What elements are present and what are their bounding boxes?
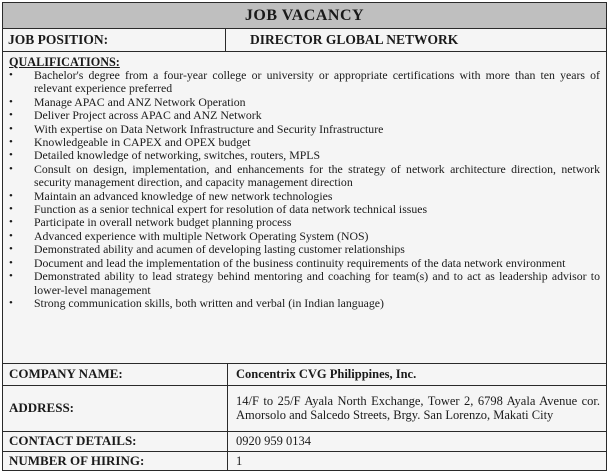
contact-details-label: CONTACT DETAILS: <box>3 431 228 451</box>
qualification-item: • Function as a senior technical expert for resolution of data network technical issues <box>9 203 600 216</box>
address-value: 14/F to 25/F Ayala North Exchange, Tower 2, 6798 Ayala Avenue cor. Amorsolo and Salcedo Streets, Brgy. San Lorenzo, Makati City <box>228 385 607 431</box>
company-name-label: COMPANY NAME: <box>3 364 228 385</box>
contact-row <box>3 431 606 451</box>
qualification-item: • Manage APAC and ANZ Network Operation <box>9 96 600 109</box>
qualification-item: • Participate in overall network budget planning process <box>9 216 600 229</box>
qualification-item: • With expertise on Data Network Infrastructure and Security Infrastructure <box>9 123 600 136</box>
qualification-item: • Advanced experience with multiple Network Operating System (NOS) <box>9 230 600 243</box>
hiring-row <box>3 451 606 471</box>
company-name-value: Concentrix CVG Philippines, Inc. <box>228 364 607 385</box>
qualification-item: • Deliver Project across APAC and ANZ Network <box>9 109 600 122</box>
qualification-item: • Consult on design, implementation, and enhancements for the strategy of network architecture direction, network security management direction, and capacity management direction <box>9 163 600 190</box>
job-vacancy-sheet <box>2 2 607 471</box>
number-of-hiring-value: 1 <box>236 453 243 468</box>
qualifications-heading: QUALIFICATIONS: <box>9 55 120 69</box>
address-row <box>3 385 606 431</box>
job-position-label: JOB POSITION: <box>3 29 226 51</box>
job-position-value: DIRECTOR GLOBAL NETWORK <box>250 32 459 47</box>
vacancy-title: JOB VACANCY <box>3 3 606 29</box>
qualification-item: • Knowledgeable in CAPEX and OPEX budget <box>9 136 600 149</box>
qualification-item: • Bachelor's degree from a four-year college or university or appropriate certifications with more than ten years of relevant experience preferred <box>9 69 600 96</box>
qualifications-list <box>9 69 600 310</box>
job-position-row <box>3 29 606 52</box>
company-row <box>3 364 606 385</box>
qualifications-section <box>3 52 606 364</box>
qualification-item: • Strong communication skills, both written and verbal (in Indian language) <box>9 297 600 310</box>
qualification-item: • Demonstrated ability to lead strategy behind mentoring and coaching for team(s) and to act as leadership advisor to lower-level management <box>9 270 600 297</box>
contact-details-value: 0920 959 0134 <box>228 431 607 451</box>
qualification-item: • Document and lead the implementation of the business continuity requirements of the data network environment <box>9 257 600 270</box>
address-label: ADDRESS: <box>3 385 228 431</box>
number-of-hiring-label: NUMBER OF HIRING: <box>3 451 228 471</box>
qualification-item: • Detailed knowledge of networking, switches, routers, MPLS <box>9 149 600 162</box>
qualification-item: • Demonstrated ability and acumen of developing lasting customer relationships <box>9 243 600 256</box>
qualification-item: • Maintain an advanced knowledge of new network technologies <box>9 190 600 203</box>
company-info-table <box>3 364 606 471</box>
